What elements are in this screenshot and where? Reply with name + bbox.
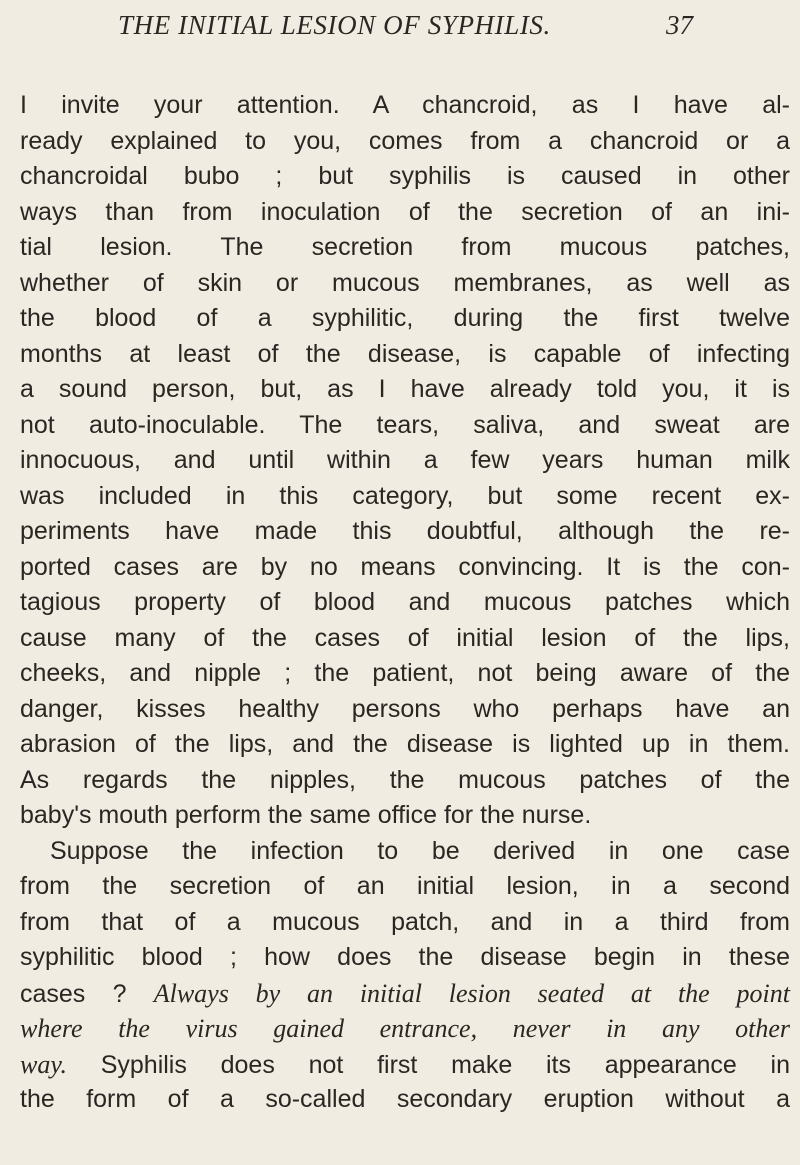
- paragraph-start-line: Suppose the infection to be derived in one case: [50, 836, 790, 865]
- text-line: the blood of a syphilitic, during the first twelve: [20, 304, 790, 332]
- text-line: ported cases are by no means convincing. It is the con-: [20, 552, 790, 581]
- text-line: months at least of the disease, is capable of infecting: [20, 339, 790, 368]
- text-line: innocuous, and until within a few years human milk: [20, 446, 790, 474]
- text-line: not auto-inoculable. The tears, saliva, and sweat are: [20, 410, 790, 439]
- italic-emphasis: where the virus gained entrance, never in any other: [20, 1014, 790, 1043]
- text-line: from that of a mucous patch, and in a third from: [20, 907, 790, 936]
- text-span: cases ?: [20, 979, 154, 1008]
- text-line-with-italic: [20, 1047, 790, 1083]
- text-line: the form of a so-called secondary eruption without a: [20, 1085, 790, 1113]
- text-line-italic: [20, 1011, 790, 1047]
- text-line: periments have made this doubtful, although the re-: [20, 517, 790, 545]
- text-line: syphilitic blood ; how does the disease begin in these: [20, 943, 790, 971]
- running-title: THE INITIAL LESION OF SYPHILIS.: [118, 10, 551, 40]
- text-line: whether of skin or mucous membranes, as well as: [20, 268, 790, 297]
- text-line: abrasion of the lips, and the disease is lighted up in them.: [20, 730, 790, 758]
- body-text: [20, 88, 790, 1118]
- text-line: a sound person, but, as I have already told you, it is: [20, 375, 790, 403]
- text-line: tagious property of blood and mucous patches which: [20, 588, 790, 616]
- text-line: ready explained to you, comes from a chancroid or a: [20, 126, 790, 155]
- text-line: cheeks, and nipple ; the patient, not being aware of the: [20, 659, 790, 687]
- running-head: [0, 10, 800, 50]
- text-line: As regards the nipples, the mucous patches of the: [20, 765, 790, 794]
- italic-emphasis: Always by an initial lesion seated at the point: [153, 978, 790, 1008]
- text-line: tial lesion. The secretion from mucous patches,: [20, 233, 790, 261]
- text-span: Syphilis does not first make its appearance in: [66, 1050, 790, 1079]
- text-line-with-italic: [20, 976, 790, 1012]
- page-number: 37: [666, 10, 693, 40]
- text-line: ways than from inoculation of the secretion of an ini-: [20, 197, 790, 226]
- text-line: chancroidal bubo ; but syphilis is caused in other: [20, 162, 790, 190]
- text-line: danger, kisses healthy persons who perhaps have an: [20, 694, 790, 723]
- text-line: was included in this category, but some recent ex-: [20, 481, 790, 510]
- italic-emphasis: way.: [20, 1049, 67, 1079]
- paragraph-end-line: baby's mouth perform the same office for the nurse.: [20, 801, 592, 829]
- text-line: from the secretion of an initial lesion, in a second: [20, 872, 790, 900]
- text-line: I invite your attention. A chancroid, as I have al-: [20, 91, 790, 119]
- text-line: cause many of the cases of initial lesion of the lips,: [20, 623, 790, 652]
